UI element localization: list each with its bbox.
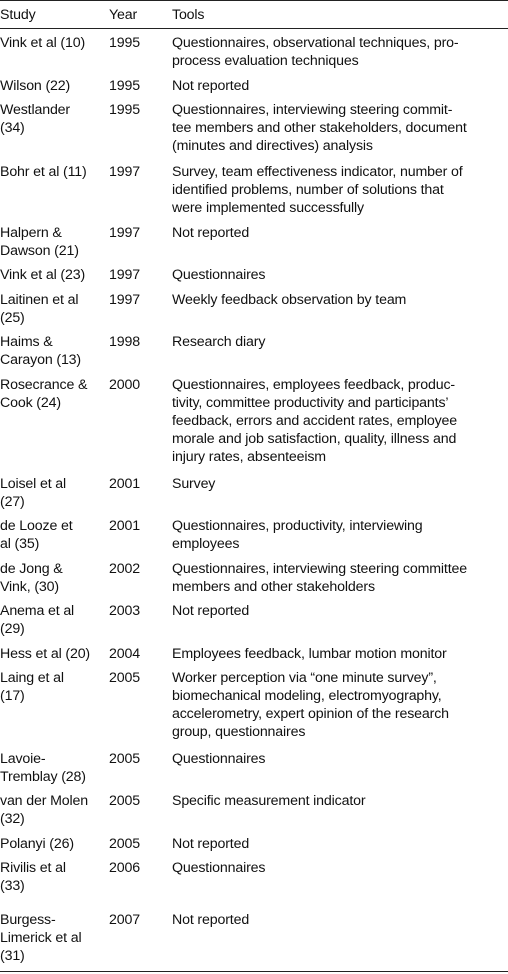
row-study: Anema et al (29) <box>0 603 75 637</box>
row-tools: Survey <box>172 476 216 492</box>
row-study: de Jong & Vink, (30) <box>0 561 63 595</box>
row-year: 2002 <box>109 561 140 577</box>
row-tools: Not reported <box>172 836 250 852</box>
table-header-row <box>0 6 508 26</box>
row-tools: Questionnaires, employees feedback, produc- tivity, committee productivity and participants’ feedback, errors and accident rates, employee morale and job satisfaction, quality, illness and injury rates, absenteeism <box>172 377 458 465</box>
row-tools: Questionnaires, productivity, interviewing employees <box>172 518 423 552</box>
row-tools: Not reported <box>172 912 250 928</box>
row-year: 2001 <box>109 518 140 534</box>
row-tools: Questionnaires <box>172 860 266 876</box>
row-year: 1997 <box>109 164 140 180</box>
row-study: Loisel et al (27) <box>0 476 67 510</box>
row-year: 2005 <box>109 793 140 809</box>
row-tools: Not reported <box>172 78 250 94</box>
row-study: Hess et al (20) <box>0 646 91 662</box>
row-year: 1998 <box>109 334 140 350</box>
row-year: 2003 <box>109 603 140 619</box>
row-study: Westlander (34) <box>0 102 70 136</box>
row-year: 2005 <box>109 670 140 686</box>
header-tools: Tools <box>172 7 205 23</box>
row-study: Laitinen et al (25) <box>0 292 79 326</box>
row-study: Laing et al (17) <box>0 670 64 704</box>
row-study: Rivilis et al (33) <box>0 860 66 894</box>
row-year: 1997 <box>109 267 140 283</box>
row-tools: Specific measurement indicator <box>172 793 366 809</box>
row-year: 1995 <box>109 102 140 118</box>
row-year: 2005 <box>109 751 140 767</box>
row-study: Bohr et al (11) <box>0 164 87 180</box>
row-year: 2004 <box>109 646 140 662</box>
row-study: de Looze et al (35) <box>0 518 73 552</box>
row-tools: Questionnaires <box>172 751 266 767</box>
row-tools: Questionnaires, interviewing steering commit- tee members and other stakeholders, document (minutes and directives) analysis <box>172 102 467 154</box>
row-tools: Not reported <box>172 603 250 619</box>
row-year: 1995 <box>109 35 140 51</box>
header-study: Study <box>0 7 36 23</box>
row-tools: Questionnaires, observational techniques, pro- process evaluation techniques <box>172 35 459 69</box>
row-tools: Not reported <box>172 225 250 241</box>
row-study: Lavoie- Tremblay (28) <box>0 751 86 785</box>
row-study: Rosecrance & Cook (24) <box>0 377 88 411</box>
row-year: 2007 <box>109 912 140 928</box>
row-study: Haims & Carayon (13) <box>0 334 81 368</box>
header-year: Year <box>109 7 138 23</box>
row-year: 2001 <box>109 476 140 492</box>
row-tools: Research diary <box>172 334 266 350</box>
row-study: Vink et al (10) <box>0 35 86 51</box>
table-header-rule <box>0 28 508 29</box>
row-study: Vink et al (23) <box>0 267 86 283</box>
row-study: Burgess- Limerick et al (31) <box>0 912 82 964</box>
row-year: 1997 <box>109 292 140 308</box>
row-study: Polanyi (26) <box>0 836 74 852</box>
row-study: Halpern & Dawson (21) <box>0 225 79 259</box>
row-tools: Worker perception via “one minute survey”, biomechanical modeling, electromyography, accelerometry, expert opinion of the research group, questionnaires <box>172 670 449 740</box>
row-tools: Weekly feedback observation by team <box>172 292 407 308</box>
row-tools: Survey, team effectiveness indicator, number of identified problems, number of solutions that were implemented successfully <box>172 164 463 216</box>
row-tools: Questionnaires <box>172 267 266 283</box>
row-year: 2005 <box>109 836 140 852</box>
row-year: 1997 <box>109 225 140 241</box>
row-year: 2000 <box>109 377 140 393</box>
row-year: 2006 <box>109 860 140 876</box>
row-study: van der Molen (32) <box>0 793 88 827</box>
row-tools: Questionnaires, interviewing steering committee members and other stakeholders <box>172 561 467 595</box>
table-top-rule <box>0 0 508 1</box>
row-year: 1995 <box>109 78 140 94</box>
table-bottom-rule <box>0 971 508 972</box>
row-study: Wilson (22) <box>0 78 71 94</box>
row-tools: Employees feedback, lumbar motion monitor <box>172 646 447 662</box>
